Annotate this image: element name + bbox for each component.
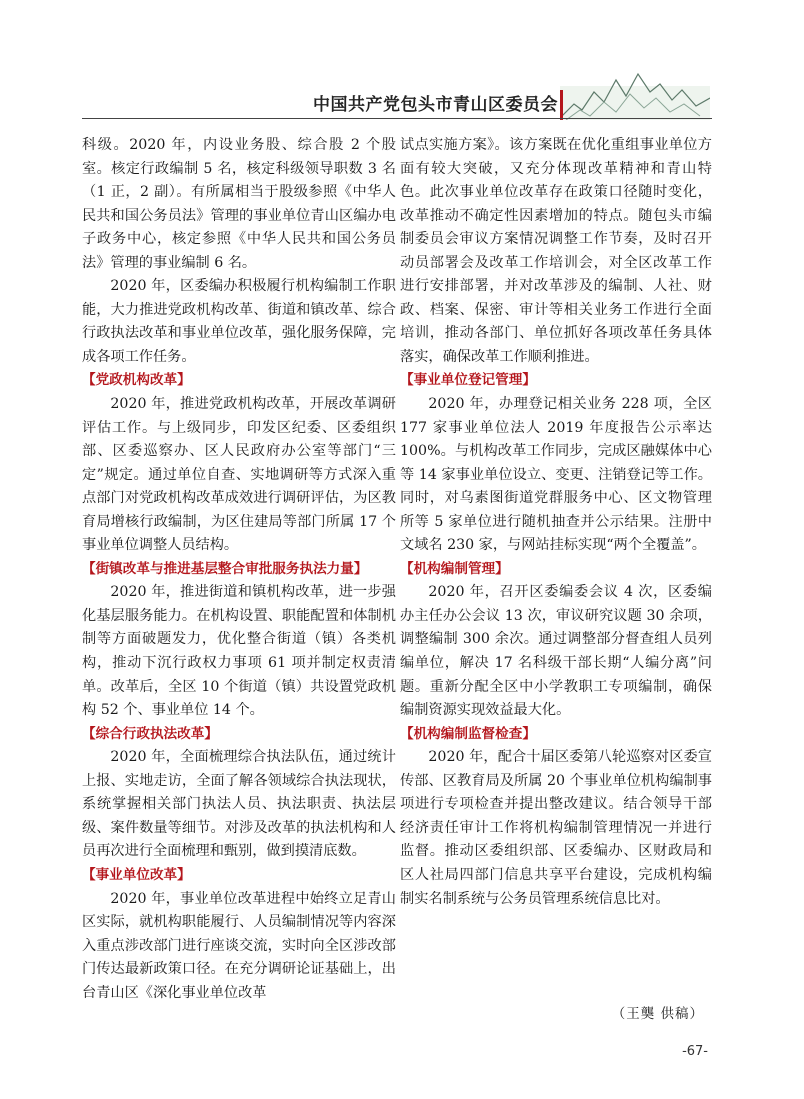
section-heading: 【综合行政执法改革】 — [82, 725, 218, 742]
section-heading: 【机构编制监督检查】 — [400, 725, 536, 742]
paragraph: 2020 年，全面梳理综合执法队伍，通过统计上报、实地走访，全面了解各领域综合执法现状，系统掌握相关部门执法人员、执法职责、执法层级、案件数量等细节。对涉及改革的执法机构和人员再次进行全面梳理和甄别，做到摸清底数。 — [82, 749, 396, 860]
right-column — [400, 134, 712, 911]
section-heading: 【事业单位改革】 — [82, 866, 191, 883]
page-header — [0, 0, 804, 120]
paragraph: 2020 年，事业单位改革进程中始终立足青山区实际，就机构职能履行、人员编制情况等内容深入重点涉改部门进行座谈交流，实时向全区涉改部门传达最新政策口径。在充分调研论证基础上，出台青山区《深化事业单位改革 — [82, 890, 396, 1001]
page-title: 中国共产党包头市青山区委员会 — [313, 95, 558, 115]
author-credit: （王龑 供稿） — [611, 1006, 704, 1022]
paragraph: 2020 年，推进党政机构改革，开展改革调研评估工作。与上级同步，印发区纪委、区委组织部、区委巡察办、区人民政府办公室等部门“三定”规定。通过单位自查、实地调研等方式深入重点部门对党政机构改革成效进行调研评估，为区教育局增核行政编制，为区住建局等部门所属 17 个事业单位调整人员结构。 — [82, 396, 396, 554]
section-heading: 【事业单位登记管理】 — [400, 372, 536, 389]
section-heading: 【街镇改革与推进基层整合审批服务执法力量】 — [82, 560, 368, 577]
left-column — [82, 134, 396, 1005]
section-heading: 【党政机构改革】 — [82, 372, 191, 389]
paragraph: 2020 年，召开区委编委会议 4 次，区委编办主任办公会议 13 次，审议研究议题 30 余项，调整编制 300 余次。通过调整部分督查组人员列编单位，解决 17 名科级干部长期“人编分离”问题。重新分配全区中小学教职工专项编制，确保编制资源实现效益最大化。 — [400, 584, 712, 719]
paragraph: 2020 年，配合十届区委第八轮巡察对区委宣传部、区教育局及所属 20 个事业单位机构编制事项进行专项检查并提出整改建议。结合领导干部经济责任审计工作将机构编制管理情况一并进行监督。推动区委组织部、区委编办、区财政局和区人社局四部门信息共享平台建设，完成机构编制实名制系统与公务员管理系统信息比对。 — [400, 749, 712, 907]
mountain-logo-icon — [560, 66, 710, 120]
paragraph: 科级。2020 年，内设业务股、综合股 2 个股室。核定行政编制 5 名，核定科级领导职数 3 名（1 正，2 副）。有所属相当于股级参照《中华人民共和国公务员法》管理的事业单位青山区编办电子政务中心，核定参照《中华人民共和国公务员法》管理的事业编制 6 名。 — [82, 137, 396, 271]
paragraph: 2020 年，推进街道和镇机构改革，进一步强化基层服务能力。在机构设置、职能配置和体制机制等方面破题发力，优化整合街道（镇）各类机构，推动下沉行政权力事项 61 项并制定权责清单。改革后，全区 10 个街道（镇）共设置党政机构 52 个、事业单位 14 个。 — [82, 584, 396, 719]
header-divider — [82, 118, 712, 119]
paragraph: 2020 年，办理登记相关业务 228 项，全区 177 家事业单位法人 2019 年度报告公示率达 100%。与机构改革工作同步，完成区融媒体中心等 14 家事业单位设立、变更、注销登记等工作。同时，对乌素图街道党群服务中心、区文物管理所等 5 家单位进行随机抽查并公示结果。注册中文域名 230 家，与网站挂标实现“两个全覆盖”。 — [400, 396, 712, 554]
paragraph: 试点实施方案》。该方案既在优化重组事业单位方面有较大突破，又充分体现改革精神和青山特色。此次事业单位改革存在政策口径随时变化，改革推动不确定性因素增加的特点。随包头市编制委员会审议方案情况调整工作节奏，及时召开动员部署会及改革工作培训会，对全区改革工作进行安排部署，并对改革涉及的编制、人社、财政、档案、保密、审计等相关业务工作进行全面培训，推动各部门、单位抓好各项改革任务具体落实，确保改革工作顺利推进。 — [400, 137, 712, 365]
section-heading: 【机构编制管理】 — [400, 560, 509, 577]
page-number: -67- — [682, 1044, 708, 1059]
paragraph: 2020 年，区委编办积极履行机构编制工作职能，大力推进党政机构改革、街道和镇改革、综合行政执法改革和事业单位改革，强化服务保障，完成各项工作任务。 — [82, 278, 396, 365]
